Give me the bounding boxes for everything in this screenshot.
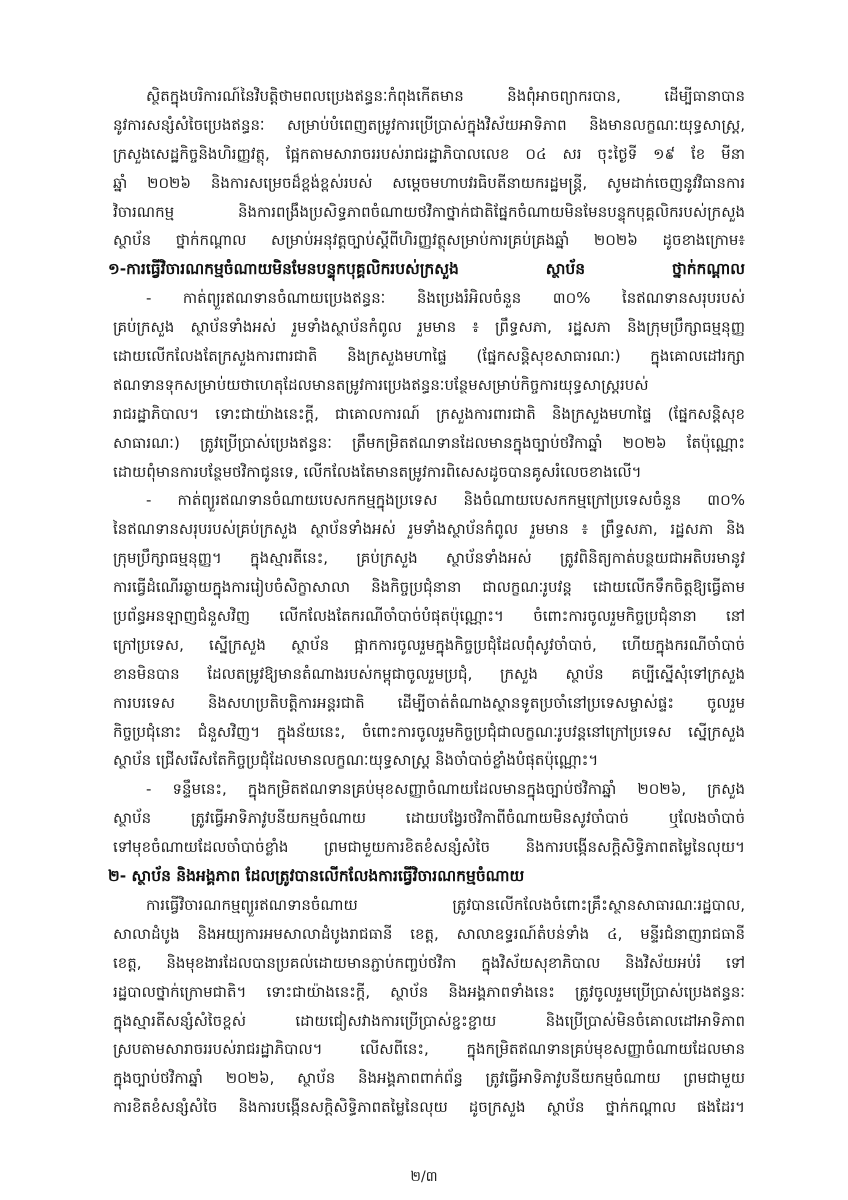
text-line: ការបរទេស និងសហប្រតិបត្តិការអន្តរជាតិ ដើម្បីចាត់តំណាងស្ថានទូតប្រចាំនៅប្រទេសម្ចាស់ផ្ទះ ចូលរួម	[113, 693, 745, 712]
text-line: - ទន្ទឹមនេះ, ក្នុងកម្រិតឥណទានគ្រប់មុខសញ្ញាចំណាយដែលមានក្នុងច្បាប់ថវិកាឆ្នាំ ២០២៦, ក្រសួង	[146, 780, 745, 799]
text-line: ក្នុងស្មារតីសន្សំសំចៃខ្ពស់ ដោយជៀសវាងការប្រើប្រាស់ខ្ជះខ្ជាយ និងប្រើប្រាស់មិនចំគោលដៅអាទិភាព	[113, 1011, 745, 1030]
text-line: ក្រៅប្រទេស, ស្នើក្រសួង ស្ថាប័ន ផ្អាកការចូលរួមក្នុងកិច្ចប្រជុំដែលពុំសូវចាំបាច់, ហើយក្នុងករណីចាំបាច់	[113, 635, 745, 654]
section-1-item-prioritization	[113, 775, 745, 862]
section-2-heading: ២- ស្ថាប័ន និងអង្គភាព ដែលត្រូវបានលើកលែងការធ្វើវិចារណកម្មចំណាយ	[108, 867, 525, 886]
text-line: ដោយលើកលែងតែក្រសួងការពារជាតិ និងក្រសួងមហាផ្ទៃ (ផ្នែកសន្តិសុខសាធារណៈ) ក្នុងគោលដៅរក្សា	[113, 347, 745, 366]
text-line: ឥណទានទុកសម្រាប់យថាហេតុដែលមានតម្រូវការប្រេងឥន្ធនៈបន្ថែមសម្រាប់កិច្ចការយុទ្ធសាស្ត្ររបស់	[113, 375, 649, 394]
text-line: ឆ្នាំ ២០២៦ និងការសម្រេចដ៏ខ្ពង់ខ្ពស់របស់ សម្តេចមហាបវរធិបតីនាយករដ្ឋមន្ត្រី, សូមដាក់ចេញនូវវិធានការ	[113, 173, 745, 192]
text-line: រដ្ឋបាលថ្នាក់ក្រោមជាតិ។ ទោះជាយ៉ាងនេះក្តី, ស្ថាប័ន និងអង្គភាពទាំងនេះ ត្រូវចូលរួមប្រើប្រាស់ប្រេងឥន្ធនៈ	[113, 982, 745, 1001]
page-number: ២/៣	[410, 1169, 438, 1185]
text-line: ការធ្វើដំណើរឆ្ងាយក្នុងការរៀបចំសិក្ខាសាលា និងកិច្ចប្រជុំនានា ជាលក្ខណៈរូបវន្ត ដោយលើកទឹកចិត្តឱ្យធ្វើតាម	[113, 578, 745, 597]
text-line: កិច្ចប្រជុំនោះ ជំនួសវិញ។ ក្នុងន័យនេះ, ចំពោះការចូលរួមកិច្ចប្រជុំជាលក្ខណៈរូបវន្តនៅក្រៅប្រទេស ស្នើក្រសួង	[113, 722, 745, 741]
text-line: នូវការសន្សំសំចៃប្រេងឥន្ធនៈ សម្រាប់បំពេញតម្រូវការប្រើប្រាស់ក្នុងវិស័យអាទិភាព និងមានលក្ខណៈយុទ្ធសាស្ត្រ,	[113, 115, 745, 134]
intro-paragraph	[113, 82, 745, 255]
text-line: វិចារណកម្ម និងការពង្រឹងប្រសិទ្ធភាពចំណាយថវិកាថ្នាក់ជាតិផ្នែកចំណាយមិនមែនបន្ទុកបុគ្គលិករបស់ក្រសួង	[113, 202, 745, 221]
section-1-heading: ១-ការធ្វើវិចារណកម្មចំណាយមិនមែនបន្ទុកបុគ្គលិករបស់ក្រសួង ស្ថាប័ន ថ្នាក់កណ្តាល	[108, 260, 745, 279]
text-line: ប្រព័ន្ធអនឡាញជំនួសវិញ លើកលែងតែករណីចាំបាច់បំផុតប៉ុណ្ណោះ។ ចំពោះការចូលរួមកិច្ចប្រជុំនានា នៅ	[113, 607, 745, 626]
text-line: - កាត់ព្យួរឥណទានចំណាយប្រេងឥន្ធនៈ និងប្រេងរំអិលចំនួន ៣០% នៃឥណទានសរុបរបស់	[146, 289, 745, 308]
section-1-item-fuel	[113, 284, 745, 486]
text-line: ខេត្ត, និងមុខងារដែលបានប្រគល់ដោយមានភ្ជាប់កញ្ចប់ថវិកា ក្នុងវិស័យសុខាភិបាល និងវិស័យអប់រំ ទៅ	[113, 953, 745, 972]
text-line: រាជរដ្ឋាភិបាល។ ទោះជាយ៉ាងនេះក្តី, ជាគោលការណ៍ ក្រសួងការពារជាតិ និងក្រសួងមហាផ្ទៃ (ផ្នែកសន្តិសុខ	[113, 404, 745, 423]
text-line: ការធ្វើវិចារណកម្មព្យួរឥណទានចំណាយ ត្រូវបានលើកលែងចំពោះគ្រឹះស្ថានសាធារណៈរដ្ឋបាល,	[146, 895, 745, 914]
section-1-item-missions	[113, 486, 745, 775]
text-line: - កាត់ព្យួរឥណទានចំណាយបេសកកម្មក្នុងប្រទេស និងចំណាយបេសកកម្មក្រៅប្រទេសចំនួន ៣០%	[146, 491, 745, 510]
section-2-paragraph	[113, 891, 745, 1122]
text-line: ស្ថិតក្នុងបរិការណ៍នៃវិបត្តិថាមពលប្រេងឥន្ធនៈកំពុងកើតមាន និងពុំអាចព្យាករបាន, ដើម្បីធានាបាន	[146, 87, 745, 105]
text-line: ស្ថាប័ន ត្រូវធ្វើអាទិភាវូបនីយកម្មចំណាយ ដោយបង្វែរថវិកាពីចំណាយមិនសូវចាំបាច់ ឬលែងចាំបាច់	[113, 809, 745, 828]
text-line: គ្រប់ក្រសួង ស្ថាប័នទាំងអស់ រួមទាំងស្ថាប័នកំពូល រួមមាន ៖ ព្រឹទ្ធសភា, រដ្ឋសភា និងក្រុមប្រឹក្សាធម្មនុញ្ញ	[113, 318, 745, 337]
text-line: ខានមិនបាន ដែលតម្រូវឱ្យមានតំណាងរបស់កម្ពុជាចូលរួមប្រជុំ, ក្រសួង ស្ថាប័ន គប្បីស្នើសុំទៅក្រសួង	[113, 664, 745, 683]
text-line: ក្រសួងសេដ្ឋកិច្ចនិងហិរញ្ញវត្ថុ, ផ្អែកតាមសារាចររបស់រាជរដ្ឋាភិបាលលេខ ០៤ សរ ចុះថ្ងៃទី ១៩ ខែ មីនា	[113, 144, 745, 163]
text-line: នៃឥណទានសរុបរបស់គ្រប់ក្រសួង ស្ថាប័នទាំងអស់ រួមទាំងស្ថាប័នកំពូល រួមមាន ៖ ព្រឹទ្ធសភា, រដ្ឋសភា និង	[113, 520, 745, 539]
text-line: ក្នុងច្បាប់ថវិកាឆ្នាំ ២០២៦, ស្ថាប័ន និងអង្គភាពពាក់ព័ន្ធ ត្រូវធ្វើអាទិភាវូបនីយកម្មចំណាយ ព្រមជាមួយ	[113, 1069, 745, 1088]
text-line: ស្របតាមសារាចររបស់រាជរដ្ឋាភិបាល។ លើសពីនេះ, ក្នុងកម្រិតឥណទានគ្រប់មុខសញ្ញាចំណាយដែលមាន	[113, 1040, 745, 1059]
text-line: ទៅមុខចំណាយដែលចាំបាច់ខ្លាំង ព្រមជាមួយការខិតខំសន្សំសំចៃ និងការបង្កើនសក្តិសិទ្ធិភាពតម្លៃនៃលុយ។	[113, 838, 745, 857]
text-line: ក្រុមប្រឹក្សាធម្មនុញ្ញ។ ក្នុងស្មារតីនេះ, គ្រប់ក្រសួង ស្ថាប័នទាំងអស់ ត្រូវពិនិត្យកាត់បន្ថយជាអតិបរមានូវ	[113, 549, 745, 568]
text-line: ស្ថាប័ន ថ្នាក់កណ្តាល សម្រាប់អនុវត្តច្បាប់ស្តីពីហិរញ្ញវត្ថុសម្រាប់ការគ្រប់គ្រងឆ្នាំ ២០២៦ ដូចខាងក្រោម៖	[113, 231, 745, 250]
document-body	[108, 82, 745, 1122]
text-line: សាធារណៈ) ត្រូវប្រើប្រាស់ប្រេងឥន្ធនៈ ត្រឹមកម្រិតឥណទានដែលមានក្នុងច្បាប់ថវិកាឆ្នាំ ២០២៦ តែប៉ុណ្ណោះ	[113, 433, 745, 452]
text-line: សាលាដំបូង និងអយ្យការអមសាលាដំបូងរាជធានី ខេត្ត, សាលាឧទ្ធរណ៍តំបន់ទាំង ៤, មន្ទីរជំនាញរាជធានី	[113, 924, 745, 943]
text-line: ដោយពុំមានការបន្ថែមថវិកាជូនទេ, លើកលែងតែមានតម្រូវការពិសេសដូចបានគូសរំលេចខាងលើ។	[113, 462, 642, 481]
text-line: ស្ថាប័ន ជ្រើសរើសតែកិច្ចប្រជុំដែលមានលក្ខណៈយុទ្ធសាស្ត្រ និងចាំបាច់ខ្លាំងបំផុតប៉ុណ្ណោះ។	[113, 751, 599, 770]
text-line: ការខិតខំសន្សំសំចៃ និងការបង្កើនសក្តិសិទ្ធិភាពតម្លៃនៃលុយ ដូចក្រសួង ស្ថាប័ន ថ្នាក់កណ្តាល ផងដែរ។	[113, 1098, 745, 1117]
